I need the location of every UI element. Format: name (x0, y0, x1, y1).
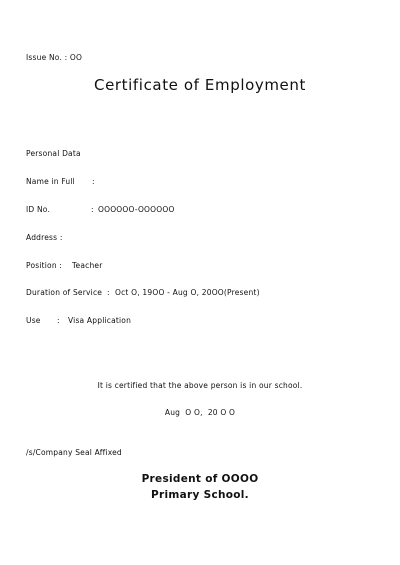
certification-statement: It is certified that the above person is in our school. (97, 381, 303, 390)
use-separator: : (57, 316, 60, 325)
duration-label: Duration of Service (26, 288, 103, 297)
id-value: OOOOOO-OOOOOO (98, 205, 175, 214)
address-label: Address : (26, 233, 63, 242)
use-value: Visa Application (68, 316, 132, 325)
name-separator: : (92, 177, 95, 186)
certificate-date: Aug O O, 20 O O (164, 408, 236, 417)
document-title: Certificate of Employment (94, 76, 306, 94)
issue-number: Issue No. : OO (26, 53, 83, 62)
position-value: Teacher (72, 261, 103, 270)
position-label: Position : (26, 261, 63, 270)
id-separator: : (91, 205, 94, 214)
name-label: Name in Full (26, 177, 75, 186)
id-label: ID No. (26, 205, 51, 214)
personal-data-heading: Personal Data (26, 149, 81, 158)
duration-value: Oct O, 19OO - Aug O, 20OO(Present) (115, 288, 260, 297)
signatory-school: Primary School. (151, 489, 249, 501)
use-label: Use (26, 316, 41, 325)
signatory-title: President of OOOO (141, 473, 259, 485)
seal-note: /s/Company Seal Affixed (26, 448, 122, 457)
duration-separator: : (107, 288, 110, 297)
